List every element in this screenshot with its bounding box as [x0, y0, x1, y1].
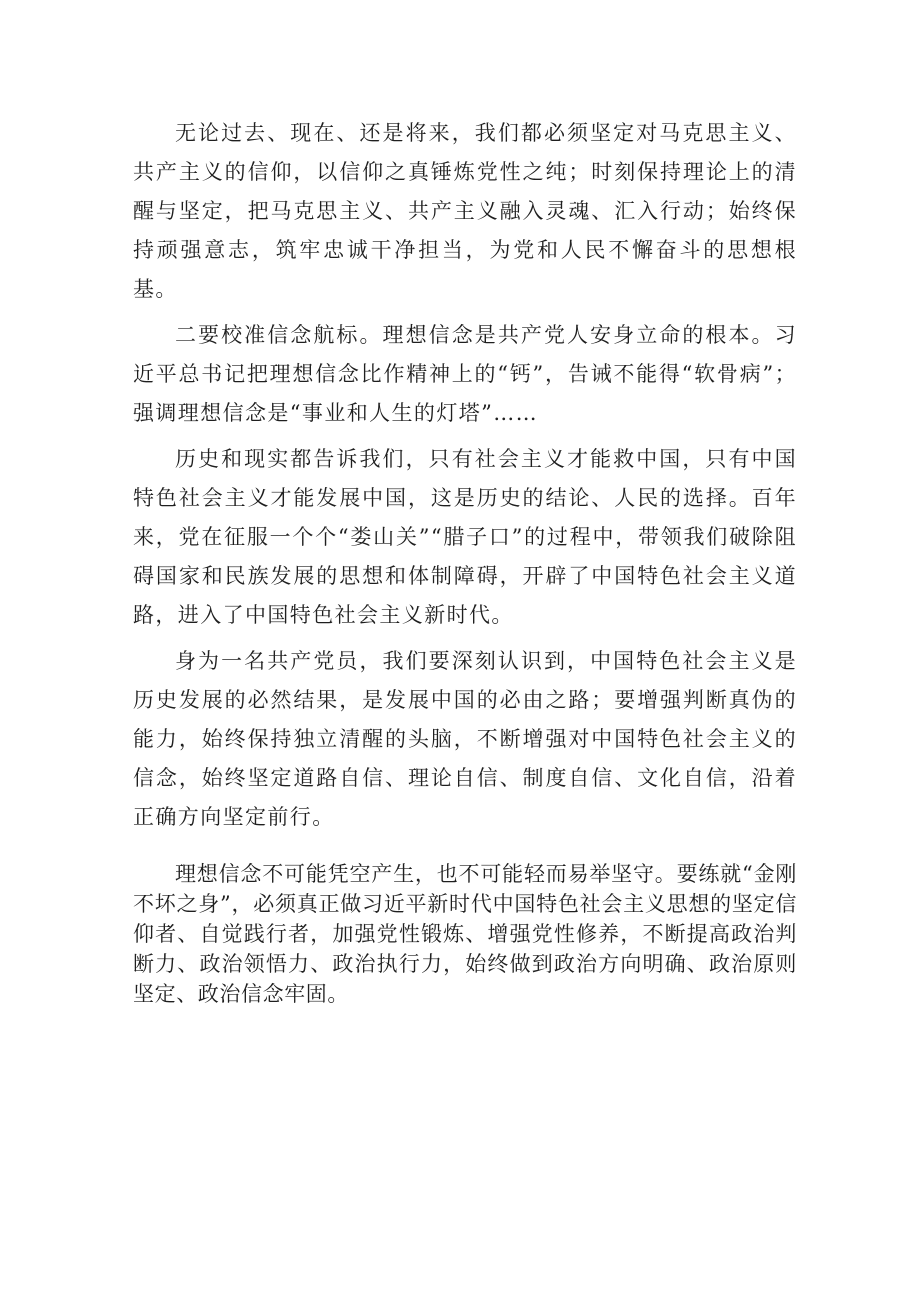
paragraph-4: 身为一名共产党员，我们要深刻认识到，中国特色社会主义是历史发展的必然结果，是发展中国的必由之路；要增强判断真伪的能力，始终保持独立清醒的头脑，不断增强对中国特色社会主义的信念，始终坚定道路自信、理论自信、制度自信、文化自信，沿着正确方向坚定前行。 [133, 649, 797, 829]
paragraph-3: 历史和现实都告诉我们，只有社会主义才能救中国，只有中国特色社会主义才能发展中国，这是历史的结论、人民的选择。百年来，党在征服一个个“娄山关”“腊子口”的过程中，带领我们破除阻碍国家和民族发展的思想和体制障碍，开辟了中国特色社会主义道路，进入了中国特色社会主义新时代。 [133, 447, 797, 627]
paragraph-2: 二要校准信念航标。理想信念是共产党人安身立命的根本。习近平总书记把理想信念比作精神上的“钙”，告诫不能得“软骨病”；强调理想信念是“事业和人生的灯塔”…… [133, 323, 797, 425]
paragraph-1: 无论过去、现在、还是将来，我们都必须坚定对马克思主义、共产主义的信仰，以信仰之真锤炼党性之纯；时刻保持理论上的清醒与坚定，把马克思主义、共产主义融入灵魂、汇入行动；始终保持顽强意志，筑牢忠诚干净担当，为党和人民不懈奋斗的思想根基。 [133, 121, 797, 301]
paragraph-5: 理想信念不可能凭空产生，也不可能轻而易举坚守。要练就“金刚不坏之身”，必须真正做习近平新时代中国特色社会主义思想的坚定信仰者、自觉践行者，加强党性锻炼、增强党性修养，不断提高政治判断力、政治领悟力、政治执行力，始终做到政治方向明确、政治原则坚定、政治信念牢固。 [133, 862, 797, 1006]
document-body [133, 114, 797, 1009]
